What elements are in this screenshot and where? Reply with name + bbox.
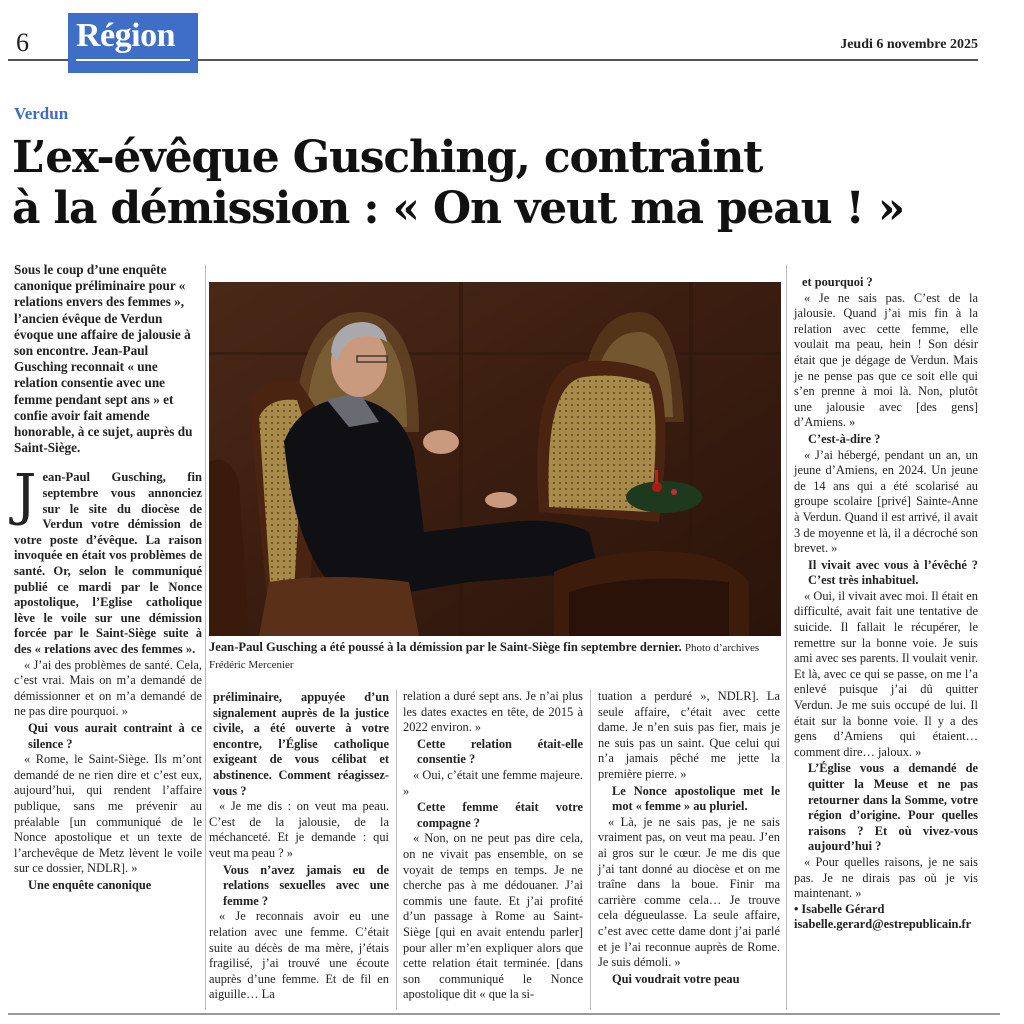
answer: « Là, je ne sais pas, je ne sais vraiment pas, on veut ma peau. J’en ai gros sur le cœur. Je me dis que j’ai tant donné au diocèse et on me traîne dans la boue. Finir ma carrière comme cela… Je trouve cela dégueulasse. La seule affaire, c’est avec cette dame dont j’ai parlé et je l’ai reconnue auprès de Rome. Je suis démoli. » (598, 814, 780, 970)
question: préliminaire, appuyée d’un signalement auprès de la justice civile, a été ouverte à votre encontre, l’Église catholique exigeant de vous célibat et abstinence. Comment réagissez-vous ? (213, 690, 389, 798)
column-divider (786, 265, 787, 1010)
answer: tuation a perduré », NDLR]. La seule affaire, c’était avec cette dame. Je n’en suis pas fier, mais je ne suis pas un saint. Que celui qui n’a jamais pêché me jette la première pierre. » (598, 689, 780, 781)
question: Qui vous aurait contraint à ce silence ? (28, 720, 202, 751)
photo-caption (209, 640, 779, 673)
kicker: Verdun (14, 104, 69, 123)
issue-date: Jeudi 6 novembre 2025 (840, 37, 978, 52)
column-3 (403, 689, 583, 1003)
section-title: Région (76, 17, 175, 54)
column-1 (14, 262, 202, 893)
question: L’Église vous a demandé de quitter la Meuse et ne pas retourner dans la Somme, votre région d’origine. Pour quelles raisons ? Et où vivez-vous aujourd’hui ? (808, 761, 978, 854)
author-email[interactable]: isabelle.gerard@estrepublicain.fr (794, 917, 972, 932)
question: Vous n’avez jamais eu de relations sexuelles avec une femme ? (223, 862, 389, 908)
drop-cap: J (14, 463, 37, 529)
answer: « Pour quelles raisons, je ne sais pas. Je ne dirais pas où je vis maintenant. » (794, 854, 978, 901)
question: Cette femme était votre compagne ? (417, 800, 583, 830)
column-divider (396, 690, 397, 1010)
answer: « Non, on ne peut pas dire cela, on ne vivait pas ensemble, on se voyait de temps en temps. Je ne cherche pas à me dédouaner. J’ai commis une faute. Et j’ai profité d’un passage à Rome au Saint-Siège [qui en avait entendu parler] pour aller m’en expliquer alors que cette relation était terminée. [dans son communiqué le Nonce apostolique dit « que la si- (403, 831, 583, 1002)
question: et pourquoi ? (802, 275, 873, 289)
answer: « J’ai hébergé, pendant un an, un jeune d’Amiens, en 2024. Un jeune de 14 ans qui a été scolarisé au groupe scolaire [privé] Sainte-Anne à Verdun. Quand il est arrivé, il avait 3 de moyenne et là, il a décroché son brevet. » (794, 447, 978, 556)
intro-paragraph (14, 463, 202, 657)
caption-text: Jean-Paul Gusching a été poussé à la démission par le Saint-Siège fin septembre dernier. (209, 640, 682, 654)
column-4 (598, 689, 780, 987)
intro-text: ean-Paul Gusching, fin septembre vous annonciez sur le site du diocèse de Verdun votre démission de votre poste d’évêque. La raison invoquée en était vos problèmes de santé. Or, selon le communiqué publié ce mardi par le Nonce apostolique, l’Eglise catholique lève le voile sur une démission forcée par le Saint-Siège suite à des « relations avec des femmes ». (14, 470, 202, 656)
column-5 (794, 274, 978, 933)
author-name: • Isabelle Gérard (794, 901, 885, 916)
section-label (68, 13, 198, 73)
column-2 (209, 689, 389, 1003)
section-underline (76, 59, 190, 61)
answer: « Oui, c’était une femme majeure. » (403, 767, 583, 798)
answer: relation a duré sept ans. Je n’ai plus les dates exactes en tête, de 2015 à 2022 environ. » (403, 689, 583, 735)
question: Qui voudrait votre peau (612, 971, 740, 986)
footer-rule (8, 1013, 1000, 1015)
answer: « Je ne sais pas. C’est de la jalousie. Quand j’ai mis fin à la relation avec cette femme, elle voulait ma peau, hein ! Son désir était que je dégage de Verdun. Mais je ne pense pas que ce soit elle qui s’en prenne à moi là. Non, plutôt une jalousie avec [des gens] d’Amiens. » (794, 290, 978, 430)
question: Il vivait avec vous à l’évêché ? C’est très inhabituel. (808, 557, 978, 588)
headline-line-1: L’ex-évêque Gusching, contraint (12, 132, 763, 183)
question: C’est-à-dire ? (808, 431, 881, 446)
question: Cette relation était-elle consentie ? (417, 736, 583, 767)
question: Le Nonce apostolique met le mot « femme » au pluriel. (612, 783, 780, 814)
headline-line-2: à la démission : « On veut ma peau ! » (12, 183, 905, 234)
photo-credit: Photo d’archives Frédéric Mercenier (209, 642, 760, 671)
column-divider (590, 690, 591, 1010)
headline (12, 132, 1002, 234)
photo-image (209, 282, 781, 636)
answer: « Je me dis : on veut ma peau. C’est de la jalousie, de la méchanceté. Et je demande : qui veut ma peau ? » (209, 799, 389, 860)
column-divider (205, 265, 206, 1010)
answer: « Rome, le Saint-Siège. Ils m’ont demandé de ne rien dire et c’est eux, aujourd’hui, qui rendent l’affaire publique, sans me prévenir au préalable [un communiqué de le Nonce apostolique et un texte de l’archevêque de Metz lèvent le voile sur ce dossier, NDLR]. » (14, 752, 202, 876)
lead-paragraph: Sous le coup d’une enquête canonique préliminaire pour « relations envers des femmes », l’ancien évêque de Verdun évoque une affaire de jalousie à son encontre. Jean-Paul Gusching reconnait « une relation consentie avec une femme pendant sept ans » et confie avoir fait amende honorable, à ce sujet, auprès du Saint-Siège. (14, 262, 193, 456)
answer: « Je reconnais avoir eu une relation avec une femme. C’était suite au décès de ma mère, j’étais fragilisé, j’ai trouvé une écoute auprès d’une femme. Et de fil en aiguille… La (209, 909, 389, 1002)
answer: « Oui, il vivait avec moi. Il était en difficulté, avait fait une tentative de suicide. Il fallait le récupérer, le remettre sur la bonne voie. Je suis ami avec ses parents. Il voulait venir. Et là, avec ce qui se passe, on me l’a enlevé puisque j’ai dû quitter Verdun. Je me suis occupé de lui. Il était sur la bonne voie. Il y a des gens d’Amiens qui étaient… comment dire… jaloux. » (794, 588, 978, 759)
question: Une enquête canonique (28, 877, 152, 892)
page-number: 6 (16, 28, 29, 57)
article-photo (209, 282, 781, 636)
answer: « J’ai des problèmes de santé. Cela, c’est vrai. Mais on m’a demandé de démissionner et on m’a demandé de ne pas dire pourquoi. » (14, 657, 202, 719)
